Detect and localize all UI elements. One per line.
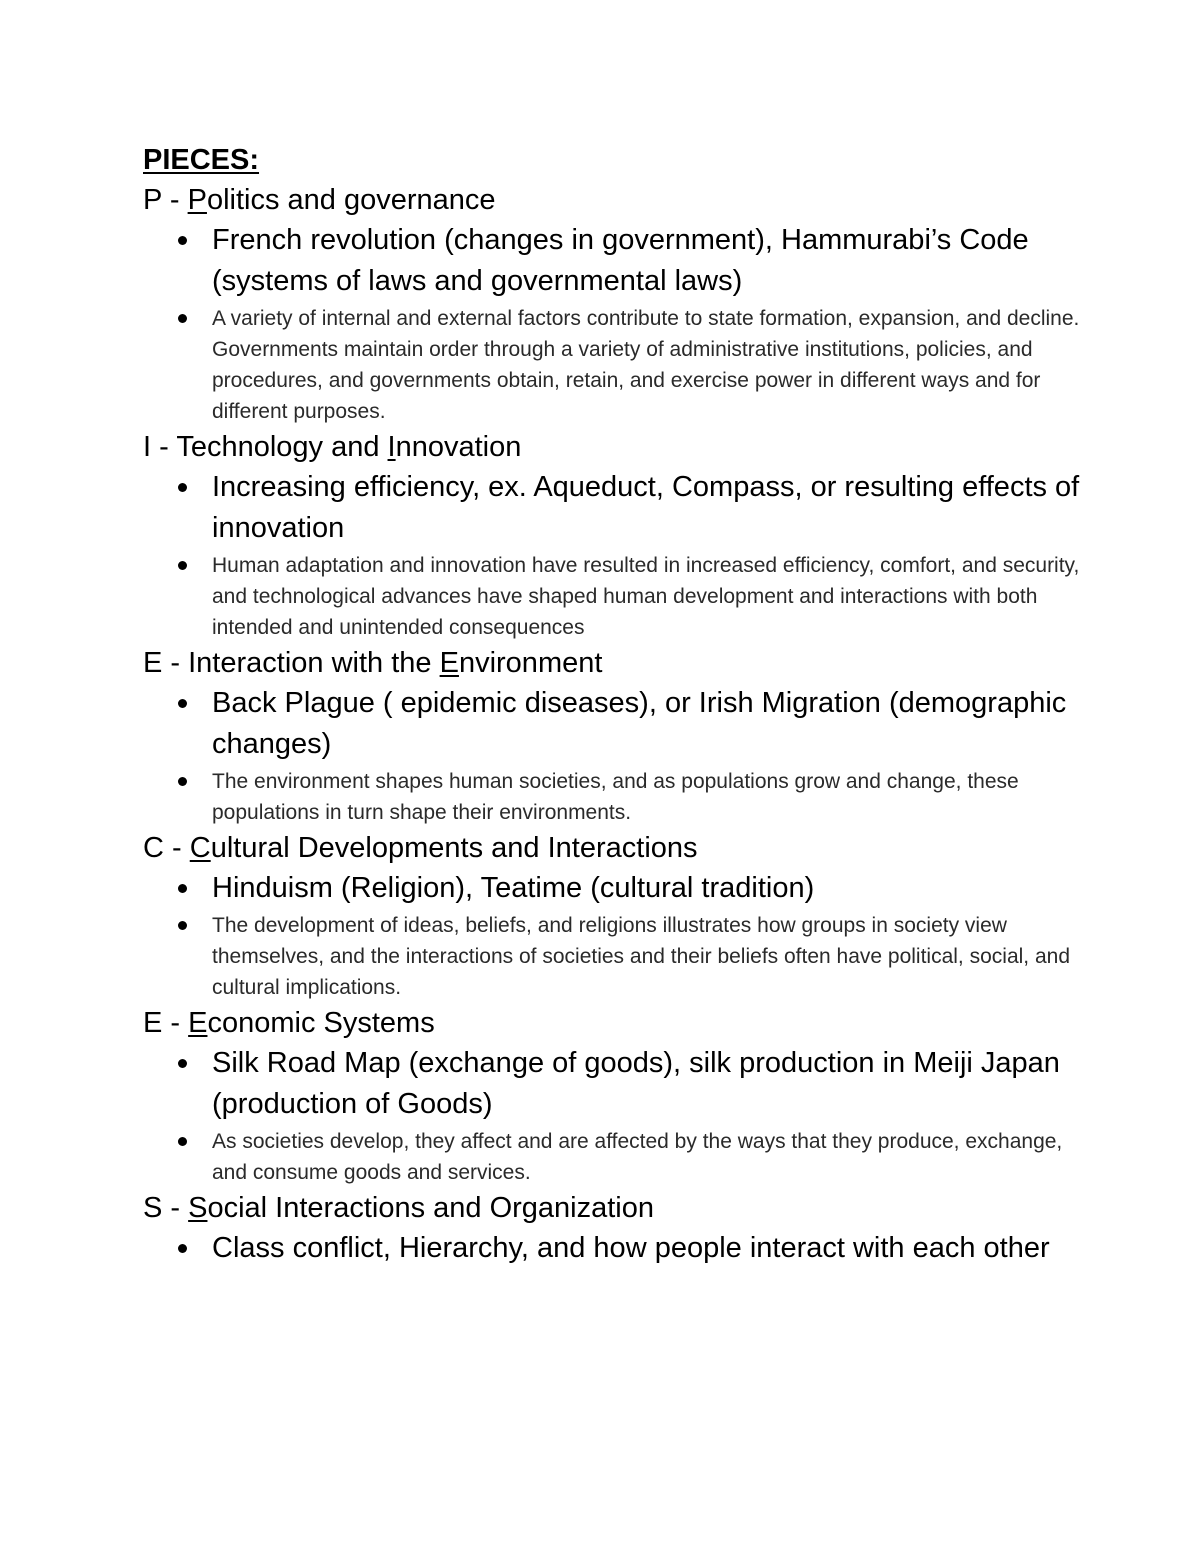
document-page bbox=[143, 138, 1083, 1269]
bullet-dot-icon bbox=[178, 699, 187, 708]
section-social bbox=[143, 1190, 1083, 1269]
section-heading bbox=[143, 645, 1083, 681]
bullet-list bbox=[143, 683, 1083, 828]
description-bullet bbox=[143, 550, 1083, 643]
section-economic bbox=[143, 1005, 1083, 1188]
heading-post: conomic Systems bbox=[207, 1007, 435, 1039]
bullet-dot-icon bbox=[178, 236, 187, 245]
section-heading bbox=[143, 1005, 1083, 1041]
example-text: Increasing efficiency, ex. Aqueduct, Compass, or resulting effects of innovation bbox=[212, 471, 1080, 544]
bullet-dot-icon bbox=[178, 1244, 187, 1253]
example-bullet bbox=[143, 683, 1083, 765]
description-text: A variety of internal and external factors contribute to state formation, expansion, and decline. Governments maintain order through a variety of administrative institutions, policies, and procedures, and governments obtain, retain, and exercise power in different ways and for different purposes. bbox=[212, 307, 1080, 423]
section-innovation bbox=[143, 429, 1083, 643]
example-text: Hinduism (Religion), Teatime (cultural tradition) bbox=[212, 872, 815, 904]
section-heading bbox=[143, 1190, 1083, 1226]
bullet-dot-icon bbox=[178, 921, 187, 930]
section-heading bbox=[143, 429, 1083, 465]
description-text: As societies develop, they affect and are affected by the ways that they produce, exchange, and consume goods and services. bbox=[212, 1130, 1063, 1184]
section-politics bbox=[143, 182, 1083, 427]
section-cultural bbox=[143, 830, 1083, 1003]
bullet-dot-icon bbox=[178, 314, 187, 323]
section-heading bbox=[143, 830, 1083, 866]
section-letter: C bbox=[143, 832, 164, 864]
section-letter: E bbox=[143, 1007, 163, 1039]
section-environment bbox=[143, 645, 1083, 828]
section-letter: S bbox=[143, 1192, 163, 1224]
heading-pre: Technology and bbox=[176, 431, 388, 463]
heading-post: nvironment bbox=[458, 647, 603, 679]
section-separator: - bbox=[162, 1007, 189, 1039]
description-bullet bbox=[143, 910, 1083, 1003]
description-bullet bbox=[143, 766, 1083, 828]
example-bullet bbox=[143, 220, 1083, 302]
example-bullet bbox=[143, 1228, 1083, 1269]
heading-key-letter: S bbox=[188, 1192, 208, 1224]
example-bullet bbox=[143, 868, 1083, 909]
description-text: Human adaptation and innovation have resulted in increased efficiency, comfort, and security, and technological advances have shaped human development and interactions with both intended and unintended consequences bbox=[212, 554, 1080, 639]
section-separator: - bbox=[161, 184, 188, 216]
heading-key-letter: E bbox=[188, 1007, 208, 1039]
bullet-list bbox=[143, 467, 1083, 643]
description-text: The development of ideas, beliefs, and religions illustrates how groups in society view themselves, and the interactions of societies and their beliefs often have political, social, and cultural implications. bbox=[212, 914, 1070, 999]
document-title: PIECES: bbox=[143, 144, 260, 176]
heading-post: ultural Developments and Interactions bbox=[210, 832, 698, 864]
heading-pre: Interaction with the bbox=[188, 647, 440, 679]
section-letter: E bbox=[143, 647, 163, 679]
example-text: Back Plague ( epidemic diseases), or Irish Migration (demographic changes) bbox=[212, 687, 1067, 760]
section-letter: I bbox=[143, 431, 152, 463]
bullet-list bbox=[143, 220, 1083, 427]
heading-key-letter: E bbox=[439, 647, 459, 679]
heading-post: nnovation bbox=[395, 431, 522, 463]
section-separator: - bbox=[162, 1192, 189, 1224]
bullet-list bbox=[143, 868, 1083, 1003]
bullet-dot-icon bbox=[178, 561, 187, 570]
section-separator: - bbox=[163, 832, 190, 864]
example-bullet bbox=[143, 467, 1083, 549]
heading-key-letter: P bbox=[187, 184, 207, 216]
example-text: French revolution (changes in government), Hammurabi’s Code (systems of laws and governmental laws) bbox=[212, 224, 1029, 297]
heading-post: ocial Interactions and Organization bbox=[207, 1192, 655, 1224]
bullet-dot-icon bbox=[178, 777, 187, 786]
section-separator: - bbox=[151, 431, 177, 463]
bullet-dot-icon bbox=[178, 1059, 187, 1068]
example-text: Class conflict, Hierarchy, and how people interact with each other bbox=[212, 1232, 1050, 1264]
example-text: Silk Road Map (exchange of goods), silk production in Meiji Japan (production of Goods) bbox=[212, 1047, 1060, 1120]
heading-key-letter: C bbox=[189, 832, 211, 864]
bullet-list bbox=[143, 1043, 1083, 1188]
bullet-dot-icon bbox=[178, 884, 187, 893]
description-text: The environment shapes human societies, and as populations grow and change, these populations in turn shape their environments. bbox=[212, 770, 1019, 824]
example-bullet bbox=[143, 1043, 1083, 1125]
bullet-dot-icon bbox=[178, 1137, 187, 1146]
heading-key-letter: I bbox=[387, 431, 396, 463]
bullet-dot-icon bbox=[178, 483, 187, 492]
heading-post: olitics and governance bbox=[206, 184, 496, 216]
bullet-list bbox=[143, 1228, 1083, 1269]
section-heading bbox=[143, 182, 1083, 218]
description-bullet bbox=[143, 303, 1083, 427]
section-letter: P bbox=[143, 184, 162, 216]
description-bullet bbox=[143, 1126, 1083, 1188]
section-separator: - bbox=[162, 647, 189, 679]
